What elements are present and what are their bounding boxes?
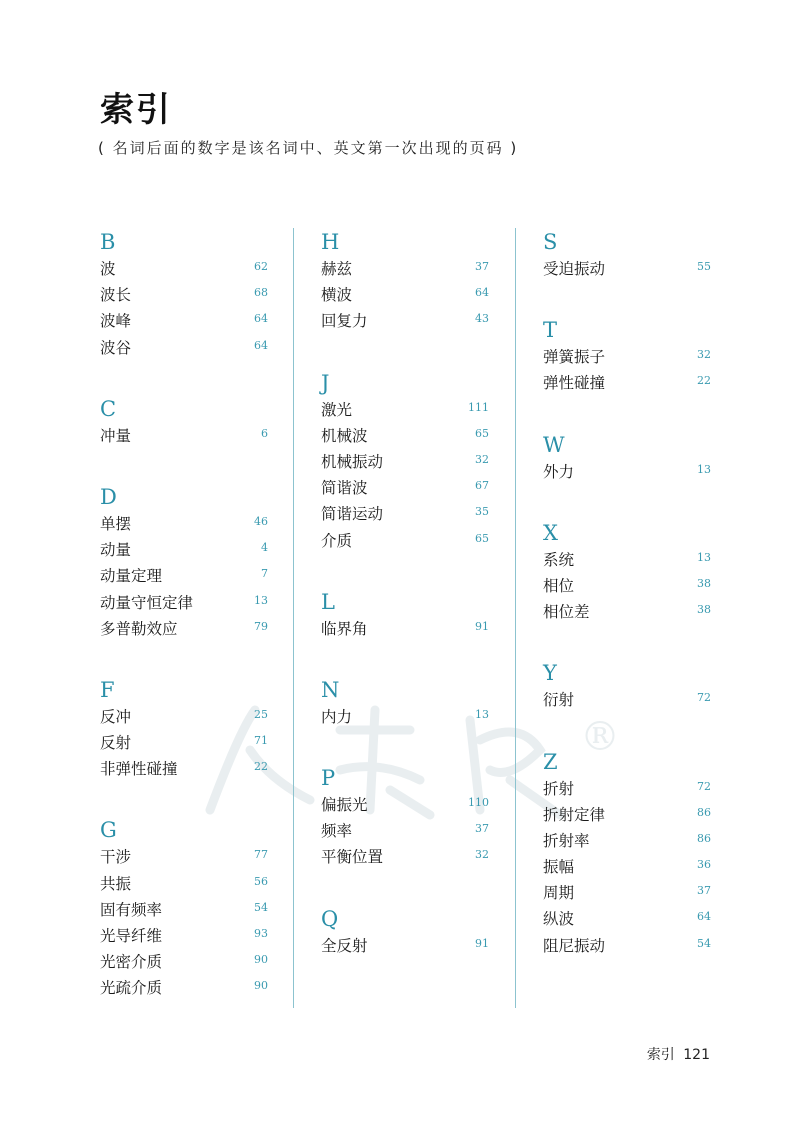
entry-page-number: 90 [254,953,268,967]
entry-page-number: 64 [475,286,489,300]
entry-term: 全反射 [321,936,368,955]
index-entry [100,756,268,782]
index-section [543,651,711,713]
index-entry [543,573,711,599]
entry-term: 纵波 [543,910,575,929]
entry-page-number: 67 [475,479,489,493]
entry-page-number: 38 [697,576,711,590]
entry-term: 频率 [321,822,353,841]
index-entry [321,256,489,282]
entry-term: 简谐波 [321,479,368,498]
index-section [100,220,268,361]
index-entry [321,933,489,959]
entry-term: 受迫振动 [543,260,606,278]
section-letter: F [100,677,115,702]
entry-term: 简谐运动 [321,505,384,524]
index-entry [543,828,711,854]
entry-page-number: 4 [261,541,268,555]
index-entry [321,449,489,475]
index-entry [100,335,268,361]
entry-page-number: 22 [254,760,268,774]
section-letter: Y [543,661,557,686]
entry-page-number: 37 [475,260,489,273]
entry-page-number: 7 [261,567,268,581]
entry-page-number: 64 [697,910,711,924]
section-letter: G [100,818,117,843]
entry-page-number: 37 [475,822,489,836]
index-section [543,423,711,485]
index-entry [543,933,711,959]
entry-page-number: 56 [254,874,268,888]
entry-page-number: 86 [697,805,711,819]
entry-term: 反冲 [100,707,132,726]
entry-term: 干涉 [100,848,132,867]
index-section [321,668,489,730]
index-entry [321,475,489,501]
entry-page-number: 62 [254,260,268,273]
section-letter: P [321,766,336,791]
section-letter: T [543,318,558,343]
index-entry [321,844,489,870]
index-entry [543,854,711,880]
entry-term: 阻尼振动 [543,936,606,955]
index-entry [100,704,268,730]
index-entry [321,616,489,642]
index-section [321,897,489,959]
index-entry [321,528,489,554]
index-section [100,387,268,449]
entry-page-number: 110 [468,796,489,810]
entry-term: 弹性碰撞 [543,374,606,393]
entry-page-number: 37 [697,884,711,898]
entry-term: 波峰 [100,312,132,331]
index-entry [100,423,268,449]
section-letter: L [321,589,335,614]
entry-term: 周期 [543,884,575,903]
footer-label: 索引 [646,1047,675,1063]
entry-page-number: 13 [254,593,268,607]
index-entry [543,802,711,828]
entry-page-number: 13 [697,462,711,476]
section-letter: X [543,520,558,545]
entry-term: 动量定理 [100,567,163,586]
entry-page-number: 91 [475,619,489,633]
entry-page-number: 55 [697,260,711,273]
index-entry [543,459,711,485]
index-entry [100,256,268,282]
entry-page-number: 25 [254,707,268,721]
entry-page-number: 43 [475,312,489,326]
index-section [543,220,711,282]
section-letter: N [321,677,340,702]
entry-page-number: 68 [254,286,268,300]
index-entry [321,423,489,449]
index-entry [100,590,268,616]
page-title: 索引 [100,90,172,130]
entry-page-number: 6 [261,426,268,440]
index-entry [321,792,489,818]
index-entry [100,897,268,923]
registered-mark: ® [580,714,620,760]
index-section [100,475,268,642]
index-entry [321,818,489,844]
index-section [321,220,489,335]
index-section [321,361,489,554]
index-column [100,220,268,1028]
entry-term: 偏振光 [321,796,368,815]
entry-term: 机械振动 [321,452,384,471]
index-section [543,740,711,959]
column-divider [515,228,516,1008]
section-letter: C [100,396,117,421]
page-subtitle: ( 名词后面的数字是该名词中、英文第一次出现的页码 ) [98,139,519,157]
entry-term: 相位差 [543,603,590,622]
entry-term: 动量 [100,541,132,560]
entry-term: 动量守恒定律 [100,593,194,612]
entry-page-number: 77 [254,848,268,862]
section-letter: H [321,230,340,254]
entry-term: 波 [100,260,116,278]
entry-term: 波谷 [100,338,132,357]
entry-term: 光导纤维 [100,927,163,945]
index-entry [100,563,268,589]
index-section [321,580,489,642]
index-entry [100,730,268,756]
index-entry [543,880,711,906]
entry-page-number: 32 [697,348,711,362]
entry-page-number: 54 [254,900,268,914]
entry-page-number: 72 [697,779,711,793]
entry-term: 介质 [321,531,353,550]
entry-term: 波长 [100,286,132,305]
entry-term: 固有频率 [100,900,163,919]
entry-page-number: 36 [697,858,711,872]
entry-page-number: 22 [697,374,711,388]
entry-page-number: 46 [254,514,268,528]
index-entry [321,308,489,334]
entry-page-number: 65 [475,426,489,440]
entry-page-number: 13 [697,550,711,564]
entry-page-number: 86 [697,831,711,845]
entry-page-number: 79 [254,619,268,633]
entry-term: 单摆 [100,514,132,533]
entry-term: 内力 [321,707,353,726]
entry-term: 弹簧振子 [543,348,606,367]
entry-page-number: 111 [468,400,489,414]
entry-page-number: 90 [254,979,268,993]
entry-term: 反射 [100,734,132,753]
entry-term: 赫兹 [321,260,353,278]
section-letter: Z [543,749,558,774]
entry-term: 回复力 [321,312,368,331]
entry-term: 横波 [321,286,353,305]
section-letter: W [543,432,565,457]
entry-term: 冲量 [100,426,132,445]
page-number: 121 [683,1047,710,1063]
index-entry [543,687,711,713]
entry-term: 光密介质 [100,953,163,972]
index-entry [321,397,489,423]
index-entry [100,282,268,308]
index-entry [100,949,268,975]
index-entry [100,537,268,563]
index-section [100,808,268,1001]
entry-page-number: 64 [254,338,268,352]
index-column [543,220,711,985]
index-section [321,756,489,871]
entry-term: 振幅 [543,858,575,877]
entry-page-number: 38 [697,603,711,617]
index-column [321,220,489,985]
index-entry [321,704,489,730]
index-section [543,511,711,626]
entry-term: 折射 [543,779,575,798]
entry-term: 系统 [543,550,575,569]
index-entry [100,616,268,642]
section-letter: Q [321,906,339,931]
index-entry [543,256,711,282]
entry-page-number: 93 [254,927,268,940]
entry-page-number: 32 [475,848,489,862]
index-entry [321,282,489,308]
entry-page-number: 72 [697,691,711,705]
index-entry [100,511,268,537]
entry-term: 衍射 [543,691,575,710]
entry-page-number: 54 [697,936,711,950]
entry-page-number: 64 [254,312,268,326]
index-entry [543,344,711,370]
page-footer [647,1044,710,1064]
index-entry [543,776,711,802]
index-entry [543,370,711,396]
section-letter: S [543,230,558,254]
section-letter: B [100,230,116,254]
entry-page-number: 13 [475,707,489,721]
entry-term: 激光 [321,400,353,419]
index-entry [321,501,489,527]
index-entry [100,308,268,334]
index-section [100,668,268,783]
section-letter: J [321,370,330,395]
index-entry [543,599,711,625]
index-entry [100,871,268,897]
entry-page-number: 32 [475,452,489,466]
entry-term: 共振 [100,874,132,893]
entry-term: 光疏介质 [100,979,163,998]
entry-page-number: 91 [475,936,489,950]
index-entry [100,923,268,949]
entry-page-number: 35 [475,505,489,519]
index-entry [100,844,268,870]
entry-term: 临界角 [321,619,368,638]
entry-term: 外力 [543,462,575,481]
index-entry [543,547,711,573]
entry-term: 机械波 [321,426,368,445]
index-entry [100,975,268,1001]
entry-term: 平衡位置 [321,848,384,867]
column-divider [293,228,294,1008]
entry-page-number: 71 [254,734,268,748]
index-entry [543,906,711,932]
entry-term: 折射率 [543,831,590,850]
entry-page-number: 65 [475,531,489,545]
entry-term: 折射定律 [543,805,606,824]
entry-term: 非弹性碰撞 [100,760,178,779]
section-letter: D [100,484,117,509]
entry-term: 多普勒效应 [100,619,178,638]
index-section [543,308,711,396]
entry-term: 相位 [543,576,575,595]
